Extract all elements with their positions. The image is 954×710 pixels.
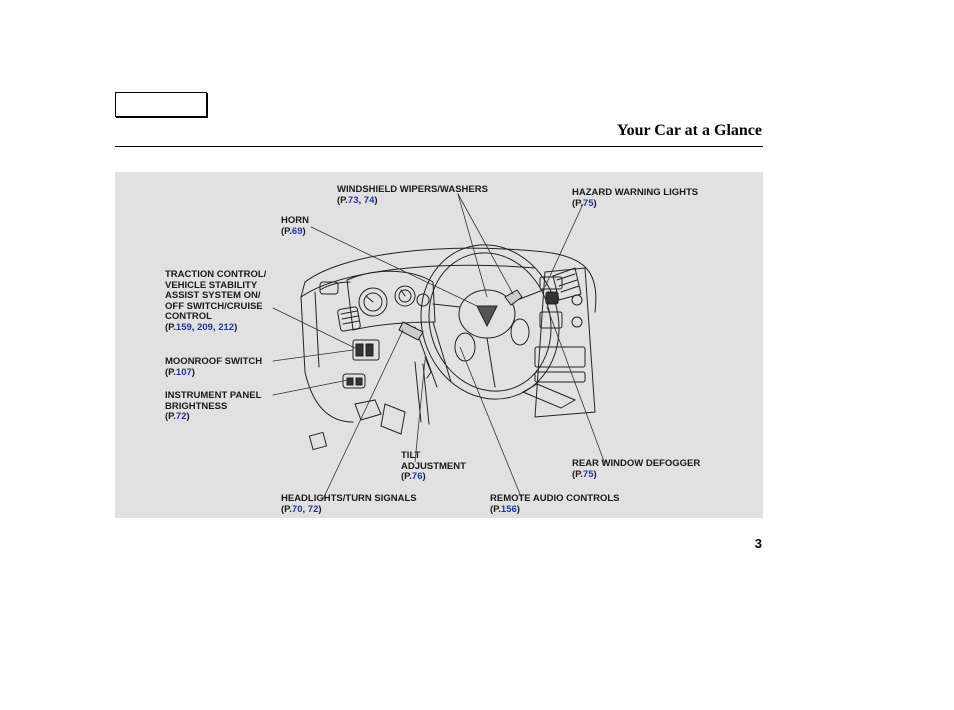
page-title: Your Car at a Glance	[616, 122, 762, 139]
callout-wipers	[337, 185, 488, 206]
callout-line: CONTROL	[165, 311, 212, 323]
page-reference	[281, 227, 309, 238]
ref-prefix: (P.	[572, 468, 583, 480]
callout-line: REMOTE AUDIO CONTROLS	[490, 493, 620, 504]
ref-suffix: )	[234, 321, 238, 333]
callout-hazard	[572, 188, 698, 209]
page-link[interactable]: 73	[347, 194, 359, 206]
callout-audio	[490, 494, 619, 515]
ref-suffix: )	[191, 366, 195, 378]
page-link[interactable]: 212	[218, 321, 235, 333]
ref-suffix: )	[186, 411, 190, 423]
page-link[interactable]: 107	[175, 366, 192, 378]
page-reference	[165, 368, 262, 379]
page-link[interactable]: 69	[291, 225, 303, 237]
ref-suffix: )	[374, 194, 378, 206]
dashboard-figure	[115, 172, 763, 518]
callout-line: REAR WINDOW DEFOGGER	[572, 458, 701, 469]
callout-line: HEADLIGHTS/TURN SIGNALS	[281, 493, 417, 504]
page-reference: (P.70, 72)	[281, 503, 322, 515]
page-link[interactable]: 156	[500, 503, 517, 515]
callout-line: WINDSHIELD WIPERS/WASHERS	[337, 184, 488, 195]
ref-prefix: (P.	[281, 503, 292, 515]
callout-line: VEHICLE STABILITY	[165, 279, 258, 291]
callout-line: OFF SWITCH/CRUISE	[165, 300, 263, 312]
callout-line: ADJUSTMENT	[401, 460, 466, 472]
page-reference	[165, 412, 261, 423]
page-link[interactable]: 75	[582, 197, 594, 209]
callout-line: HAZARD WARNING LIGHTS	[572, 187, 699, 198]
ref-prefix: (P.	[281, 225, 292, 237]
page-link[interactable]: 209	[197, 321, 213, 333]
ref-suffix: )	[422, 471, 426, 483]
page-reference: (P.73, 74)	[337, 194, 378, 206]
ref-suffix: )	[318, 503, 322, 515]
ref-suffix: )	[302, 225, 306, 237]
ref-prefix: (P.	[165, 366, 176, 378]
callout-line: TRACTION CONTROL/	[165, 269, 267, 280]
callout-line: INSTRUMENT PANEL	[165, 390, 262, 401]
ref-prefix: (P.	[490, 503, 501, 515]
ref-prefix: (P.	[165, 411, 176, 423]
page-link[interactable]: 159	[175, 321, 192, 333]
nav-box[interactable]	[115, 92, 207, 117]
page-reference	[572, 199, 698, 210]
callout-line: TILT	[401, 450, 421, 461]
callout-moonroof	[165, 357, 262, 378]
page-number: 3	[754, 536, 762, 551]
callout-traction-control	[165, 270, 266, 334]
page-reference	[401, 472, 466, 483]
ref-prefix: (P.	[165, 321, 176, 333]
callout-headlights	[281, 494, 417, 515]
page-reference	[490, 505, 619, 516]
ref-prefix: (P.	[337, 194, 348, 206]
callout-defogger	[572, 459, 700, 480]
page-link[interactable]: 75	[582, 468, 594, 480]
ref-prefix: (P.	[572, 197, 583, 209]
ref-suffix: )	[516, 503, 520, 515]
title-rule	[115, 146, 763, 147]
page-link[interactable]: 70	[291, 503, 303, 515]
page-link[interactable]: 72	[307, 503, 319, 515]
callout-horn	[281, 216, 309, 237]
page-link[interactable]: 74	[363, 194, 375, 206]
ref-prefix: (P.	[401, 471, 412, 483]
page-link[interactable]: 72	[175, 411, 187, 423]
callout-line: ASSIST SYSTEM ON/	[165, 290, 261, 302]
page-reference	[572, 470, 700, 481]
callout-brightness	[165, 391, 261, 423]
page-link[interactable]: 76	[411, 471, 423, 483]
ref-suffix: )	[593, 197, 597, 209]
callout-tilt	[401, 451, 466, 483]
callout-line: MOONROOF SWITCH	[165, 356, 263, 367]
page-reference: (P.159, 209, 212)	[165, 321, 238, 333]
callout-line: BRIGHTNESS	[165, 400, 228, 412]
ref-suffix: )	[593, 468, 597, 480]
callout-line: HORN	[281, 215, 309, 226]
